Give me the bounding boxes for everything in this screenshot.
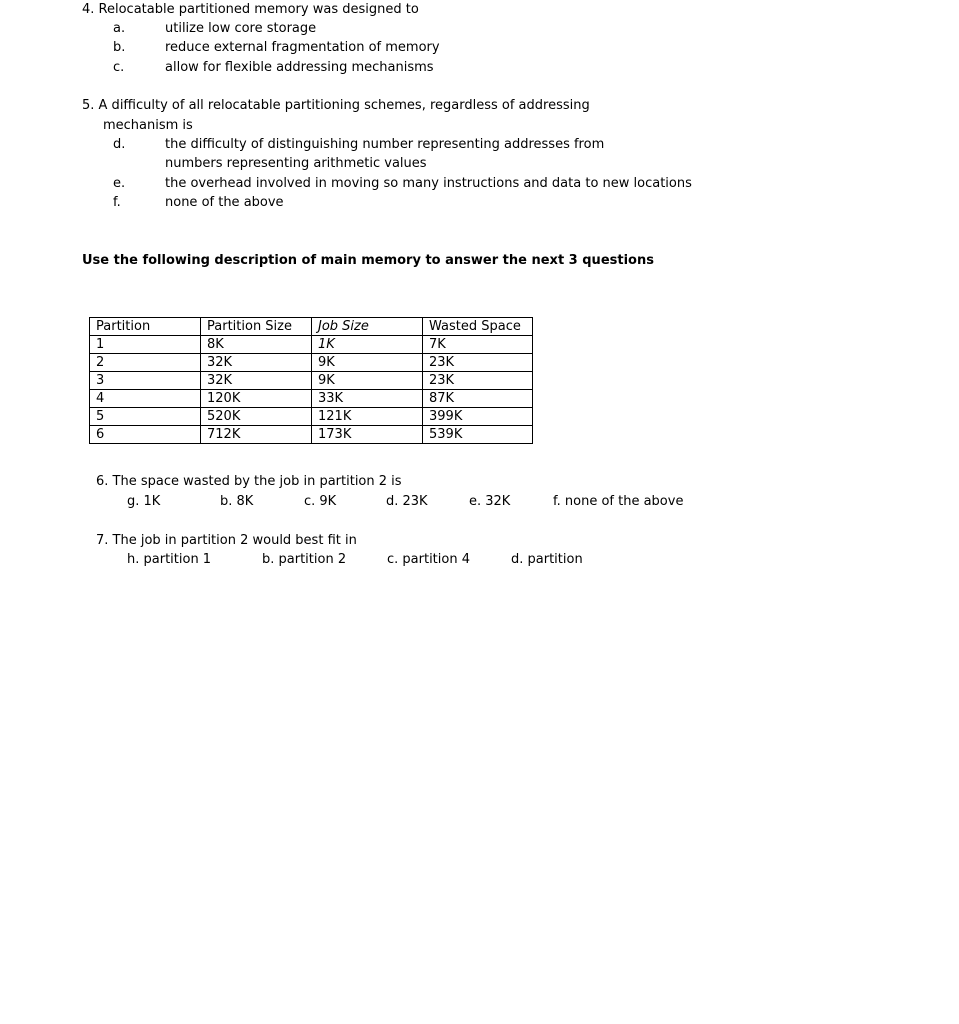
cell-partition-size: 712K xyxy=(201,426,312,444)
q7-option-c: c. partition 4 xyxy=(387,552,470,567)
q5-option-d-text-cont: numbers representing arithmetic values xyxy=(165,156,427,171)
header-wasted-space: Wasted Space xyxy=(423,318,533,336)
cell-partition: 1 xyxy=(90,336,201,354)
cell-partition: 6 xyxy=(90,426,201,444)
q6-option-g: g. 1K xyxy=(127,494,161,509)
cell-job-size: 33K xyxy=(312,390,423,408)
q4-option-a-letter: a. xyxy=(113,21,126,36)
cell-partition-size: 8K xyxy=(201,336,312,354)
q6-option-e: e. 32K xyxy=(469,494,511,509)
q6-option-c: c. 9K xyxy=(304,494,337,509)
cell-partition: 2 xyxy=(90,354,201,372)
cell-partition: 5 xyxy=(90,408,201,426)
table-row xyxy=(90,408,533,426)
table-row xyxy=(90,390,533,408)
question-5-stem-line2: mechanism is xyxy=(103,118,193,133)
q7-option-b: b. partition 2 xyxy=(262,552,347,567)
q4-option-c-letter: c. xyxy=(113,60,125,75)
table-instruction: Use the following description of main memory to answer the next 3 questions xyxy=(82,253,654,268)
q7-option-h: h. partition 1 xyxy=(127,552,212,567)
cell-wasted-space: 539K xyxy=(423,426,533,444)
q6-option-d: d. 23K xyxy=(386,494,428,509)
q5-option-e-letter: e. xyxy=(113,176,126,191)
question-7-stem: 7. The job in partition 2 would best fit in xyxy=(96,533,357,548)
header-partition-size: Partition Size xyxy=(201,318,312,336)
header-partition: Partition xyxy=(90,318,201,336)
table-row xyxy=(90,372,533,390)
header-job-size: Job Size xyxy=(312,318,423,336)
cell-job-size: 1K xyxy=(312,336,423,354)
cell-partition: 3 xyxy=(90,372,201,390)
cell-job-size: 173K xyxy=(312,426,423,444)
q5-option-f-text: none of the above xyxy=(165,195,284,210)
q5-option-e-text: the overhead involved in moving so many instructions and data to new locations xyxy=(165,176,692,191)
table-header-row xyxy=(90,318,533,336)
cell-wasted-space: 87K xyxy=(423,390,533,408)
q7-option-d: d. partition xyxy=(511,552,583,567)
q5-option-d-letter: d. xyxy=(113,137,126,152)
q5-option-d-text: the difficulty of distinguishing number representing addresses from xyxy=(165,137,605,152)
q6-option-f: f. none of the above xyxy=(553,494,684,509)
table-row xyxy=(90,354,533,372)
question-4-stem: 4. Relocatable partitioned memory was designed to xyxy=(82,2,419,17)
table-row xyxy=(90,426,533,444)
cell-job-size: 9K xyxy=(312,372,423,390)
q5-option-f-letter: f. xyxy=(113,195,121,210)
cell-partition-size: 520K xyxy=(201,408,312,426)
question-5-stem-line1: 5. A difficulty of all relocatable partitioning schemes, regardless of addressing xyxy=(82,98,590,113)
cell-partition: 4 xyxy=(90,390,201,408)
cell-wasted-space: 23K xyxy=(423,372,533,390)
cell-partition-size: 120K xyxy=(201,390,312,408)
cell-wasted-space: 23K xyxy=(423,354,533,372)
table-row xyxy=(90,336,533,354)
cell-wasted-space: 7K xyxy=(423,336,533,354)
cell-job-size: 121K xyxy=(312,408,423,426)
q4-option-c-text: allow for flexible addressing mechanisms xyxy=(165,60,434,75)
q4-option-b-text: reduce external fragmentation of memory xyxy=(165,40,440,55)
cell-partition-size: 32K xyxy=(201,354,312,372)
cell-wasted-space: 399K xyxy=(423,408,533,426)
q4-option-b-letter: b. xyxy=(113,40,126,55)
q6-option-b: b. 8K xyxy=(220,494,254,509)
question-6-stem: 6. The space wasted by the job in partition 2 is xyxy=(96,474,402,489)
cell-job-size: 9K xyxy=(312,354,423,372)
memory-partition-table xyxy=(89,317,533,444)
q4-option-a-text: utilize low core storage xyxy=(165,21,317,36)
cell-partition-size: 32K xyxy=(201,372,312,390)
